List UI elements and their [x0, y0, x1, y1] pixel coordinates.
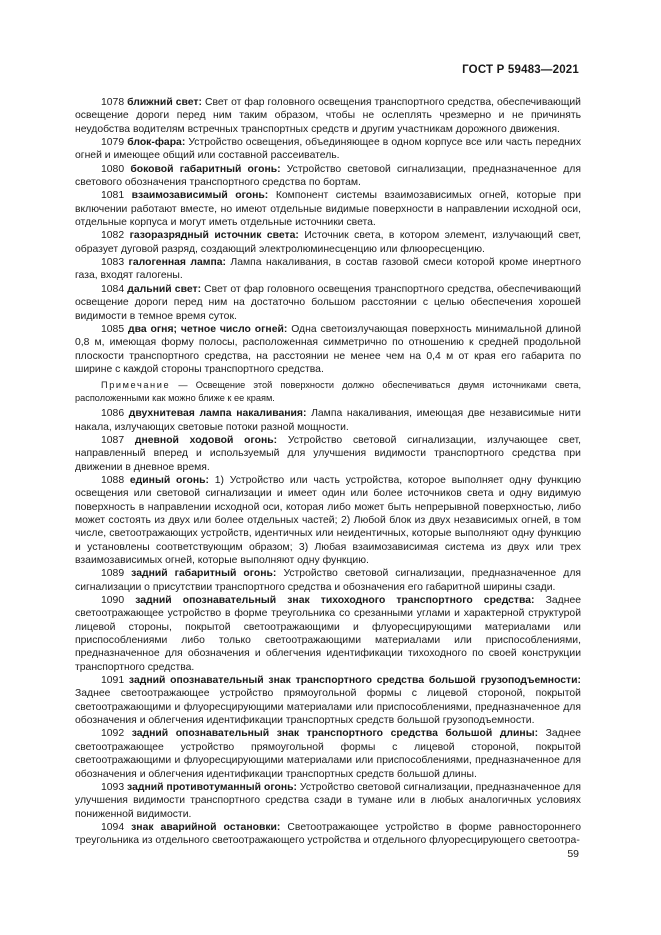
- term-name: единый огонь:: [129, 474, 209, 486]
- term-entry: [75, 781, 581, 821]
- term-definition: Лампа накаливания, в состав газовой смеси которой кроме инертного газа, входят галогены.: [75, 257, 582, 282]
- term-name: задний опознавательный знак транспортного средства большой грузоподъемности:: [128, 675, 581, 687]
- term-entry: [75, 256, 581, 283]
- term-entry: [75, 283, 581, 323]
- term-entry: [75, 407, 581, 434]
- term-number: 1084: [101, 283, 125, 295]
- term-number: 1085: [101, 323, 125, 335]
- term-definition: Устройство световой сигнализации, предназначенное для сигнализации о присутствии транспортного средства и обозначения его габаритной ширины сзади.: [75, 568, 582, 593]
- term-definition: Свет от фар головного освещения транспортного средства, обеспечивающий освещение дороги перед ним на достаточно большом расстоянии с целью обеспечения хорошей видимости в темное время суток.: [75, 283, 582, 322]
- term-entry: [75, 434, 581, 474]
- term-name: задний опознавательный знак тихоходного транспортного средства:: [135, 595, 535, 607]
- term-number: 1090: [101, 595, 125, 607]
- term-number: 1087: [101, 434, 125, 446]
- term-entry: [75, 727, 581, 780]
- term-list-a: [75, 96, 581, 376]
- term-number: 1093: [101, 781, 125, 793]
- term-entry: [75, 474, 581, 567]
- term-name: задний габаритный огонь:: [131, 568, 277, 580]
- term-entry: [75, 594, 581, 674]
- term-number: 1078: [101, 97, 125, 108]
- term-definition: Свет от фар головного освещения транспортного средства, обеспечивающий освещение дороги перед ним таким образом, чтобы не ослеплять чрезмерно и не причинять неудобства водителям встречных транспортных средств и другим участникам дорожного движения.: [75, 97, 581, 135]
- term-number: 1080: [101, 163, 125, 175]
- term-name: блок-фара:: [127, 137, 186, 149]
- term-definition: Заднее светоотражающее устройство прямоугольной формы с лицевой стороной, покрытой светоотражающими и флуоресцирующими материалами или приспособлениями, предназначенное для обозначения и облегчения идентификации транспортных средств большой грузоподъемности.: [75, 688, 581, 727]
- term-number: 1088: [101, 474, 125, 486]
- term-definition: Устройство световой сигнализации, излучающее свет, направленный вперед и используемый для улучшения видимости транспортного средства при движении в дневное время.: [75, 434, 581, 473]
- term-definition: 1) Устройство или часть устройства, которое выполняет одну функцию освещения или световой сигнализации и имеет один или более источников света и одну видимую поверхность в направлении исходной оси, которая либо может быть непрерывной поверхностью, либо может состоять из двух или более отдельных частей; 2) Любой блок из двух независимых огней, в том числе, светоотражающих устройств, идентичных или неидентичных, которые выполняют одну функцию и установлены соответствующим образом; 3) Любая взаимозависимая система из двух или трех взаимозависимых огней, которые выполняют одну функцию.: [75, 474, 581, 566]
- term-number: 1091: [101, 675, 125, 687]
- term-entry: [75, 674, 581, 727]
- term-entry: [75, 136, 581, 163]
- term-name: двухнитевая лампа накаливания:: [128, 408, 307, 420]
- term-name: взаимозависимый огонь:: [131, 190, 269, 202]
- term-name: два огня; четное число огней:: [128, 323, 288, 335]
- term-definition: Заднее светоотражающее устройство в форме треугольника со срезанными углами и характерной структурой лицевой стороны, покрытой светоотражающими и флуоресцирующими материалами или приспособлениями либо только светоотражающими материалами или приспособлениями, предназначенное для обозначения и облегчения идентификации тихоходного по своей конструкции транспортного средства.: [75, 595, 582, 673]
- term-definition: Источник света, в котором элемент, излучающий свет, образует дуговой разряд, создающий электролюминесценцию или флюоресценцию.: [75, 230, 582, 255]
- term-definition: Заднее светоотражающее устройство прямоугольной формы с лицевой стороной, покрытой светоотражающими и флуоресцирующими материалами или приспособлениями, предназначенное для обозначения и облегчения идентификации транспортных средств большой длины.: [75, 728, 582, 780]
- term-definition: Компонент системы взаимозависимых огней, которые при включении работают вместе, но имеют отдельные видимые поверхности в направлении исходной оси, отдельные корпуса и могут иметь отдельные источники света.: [75, 190, 582, 229]
- term-name: дальний свет:: [127, 283, 202, 295]
- term-entry: [75, 821, 581, 848]
- term-definition: Устройство световой сигнализации, предназначенное для улучшения видимости транспортного средства сзади в тумане или в любых аналогичных условиях пониженной видимости.: [75, 781, 581, 820]
- term-number: 1086: [101, 408, 125, 420]
- term-name: газоразрядный источник света:: [129, 230, 299, 242]
- term-number: 1083: [101, 257, 125, 269]
- term-number: 1094: [101, 821, 125, 833]
- term-definition: Одна светоизлучающая поверхность минимальной длиной 0,8 м, имеющая форму полосы, расположенная симметрично по отношению к средней продольной плоскости транспортного средства, на расстоянии не менее чем на 0,4 м от края его габарита по ширине с каждой стороны транспортного средства.: [75, 323, 582, 375]
- term-number: 1082: [101, 230, 125, 242]
- standard-header: ГОСТ Р 59483—2021: [462, 64, 579, 76]
- term-definition: Светоотражающее устройство в форме равностороннего треугольника из отдельного светоотражающего устройства и отдельного флуоресцирующего светоотра-: [75, 821, 581, 847]
- term-number: 1089: [101, 568, 125, 580]
- term-name: задний опознавательный знак транспортного средства большой длины:: [131, 728, 539, 740]
- term-number: 1079: [101, 137, 125, 149]
- term-entry: [75, 189, 581, 229]
- note-label: Примечание: [101, 380, 171, 391]
- term-entry: [75, 567, 581, 594]
- term-entry: [75, 96, 581, 136]
- term-entry: [75, 323, 581, 376]
- term-name: знак аварийной остановки:: [131, 821, 281, 833]
- term-definition: Лампа накаливания, имеющая две независимые нити накала, излучающих световые потоки разной мощности.: [75, 408, 581, 433]
- term-name: задний противотуманный огонь:: [127, 781, 297, 793]
- page-number: 59: [567, 848, 579, 860]
- term-name: галогенная лампа:: [128, 257, 226, 269]
- term-definition: Устройство освещения, объединяющее в одном корпусе все или часть передних огней и имеющее общий или составной рассеиватель.: [75, 137, 582, 162]
- term-name: дневной ходовой огонь:: [134, 434, 278, 446]
- note-text: — Освещение этой поверхности должно обеспечиваться двумя источниками света, расположенными как можно ближе к ее краям.: [75, 380, 581, 403]
- term-number: 1092: [101, 728, 125, 740]
- term-entry: [75, 229, 581, 256]
- term-entry: [75, 163, 581, 190]
- note-paragraph: [75, 379, 581, 404]
- term-name: боковой габаритный огонь:: [130, 163, 281, 175]
- term-name: ближний свет:: [127, 97, 202, 108]
- term-definition: Устройство световой сигнализации, предназначенное для светового обозначения транспортного средства по бортам.: [75, 163, 581, 189]
- document-body: [75, 96, 581, 848]
- term-list-b: [75, 407, 581, 847]
- term-number: 1081: [101, 190, 125, 202]
